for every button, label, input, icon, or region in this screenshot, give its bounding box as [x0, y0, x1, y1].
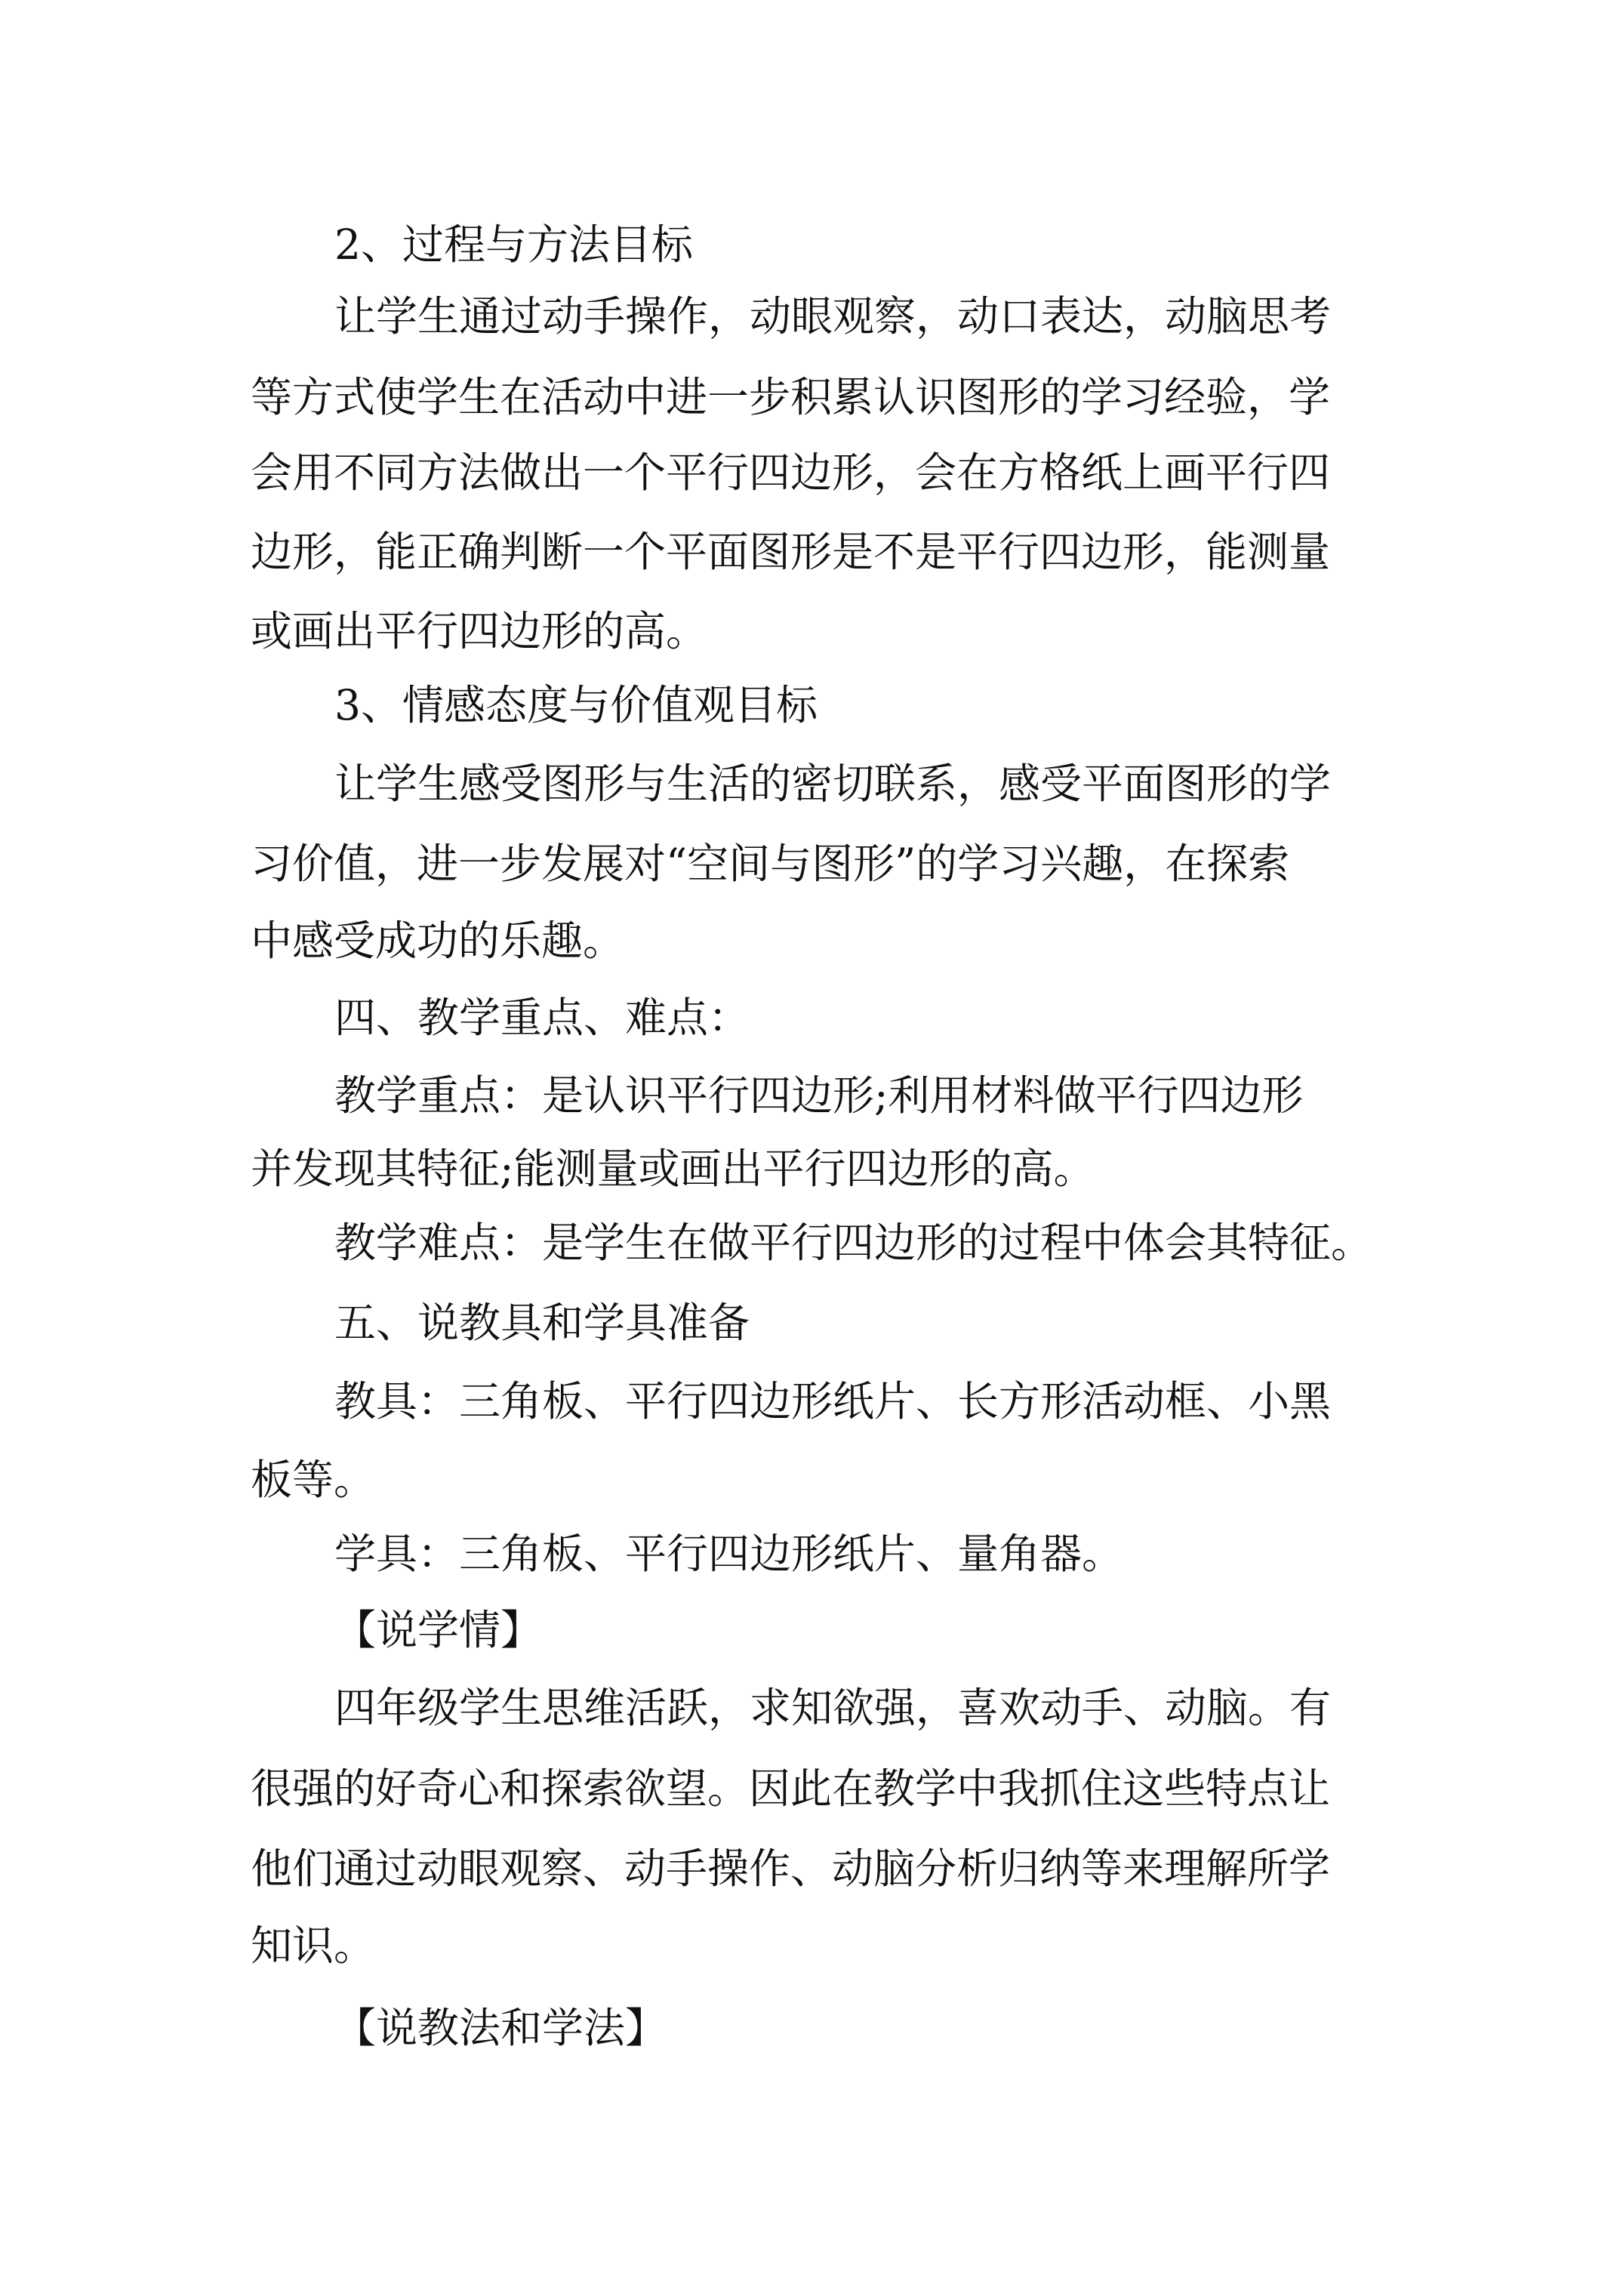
- heading-key-difficult-points: 四、教学重点、难点：: [334, 994, 750, 1042]
- paragraph-line: 教学难点：是学生在做平行四边形的过程中体会其特征。: [334, 1219, 1373, 1267]
- paragraph-line: 让学生通过动手操作，动眼观察，动口表达，动脑思考: [334, 292, 1332, 341]
- paragraph-line: 学具：三角板、平行四边形纸片、量角器。: [334, 1530, 1124, 1578]
- heading-emotion-value-goals: 3、情感态度与价值观目标: [334, 681, 818, 729]
- heading-teaching-tools: 五、说教具和学具准备: [334, 1299, 750, 1347]
- paragraph-line: 四年级学生思维活跃，求知欲强，喜欢动手、动脑。有: [334, 1684, 1332, 1732]
- paragraph-line: 或画出平行四边形的高。: [251, 607, 708, 655]
- paragraph-line: 会用不同方法做出一个平行四边形，会在方格纸上画平行四: [251, 448, 1331, 497]
- paragraph-line: 很强的好奇心和探索欲望。因此在教学中我抓住这些特点让: [251, 1764, 1331, 1813]
- paragraph-line: 习价值，进一步发展对“空间与图形”的学习兴趣，在探索: [251, 840, 1290, 888]
- paragraph-line: 教学重点：是认识平行四边形;利用材料做平行四边形: [334, 1071, 1304, 1120]
- paragraph-line: 他们通过动眼观察、动手操作、动脑分析归纳等来理解所学: [251, 1845, 1331, 1893]
- paragraph-line: 中感受成功的乐趣。: [251, 917, 625, 965]
- paragraph-line: 等方式使学生在活动中进一步积累认识图形的学习经验，学: [251, 373, 1331, 421]
- heading-teaching-learning-methods: 【说教法和学法】: [334, 2004, 667, 2052]
- paragraph-line: 知识。: [251, 1922, 376, 1970]
- paragraph-line: 让学生感受图形与生活的密切联系，感受平面图形的学: [334, 760, 1332, 808]
- paragraph-line: 并发现其特征;能测量或画出平行四边形的高。: [251, 1145, 1095, 1193]
- paragraph-line: 板等。: [251, 1456, 376, 1504]
- heading-process-method-goals: 2、过程与方法目标: [334, 220, 693, 269]
- paragraph-line: 教具：三角板、平行四边形纸片、长方形活动框、小黑: [334, 1377, 1332, 1425]
- heading-student-situation: 【说学情】: [334, 1606, 543, 1654]
- paragraph-line: 边形，能正确判断一个平面图形是不是平行四边形，能测量: [251, 528, 1331, 576]
